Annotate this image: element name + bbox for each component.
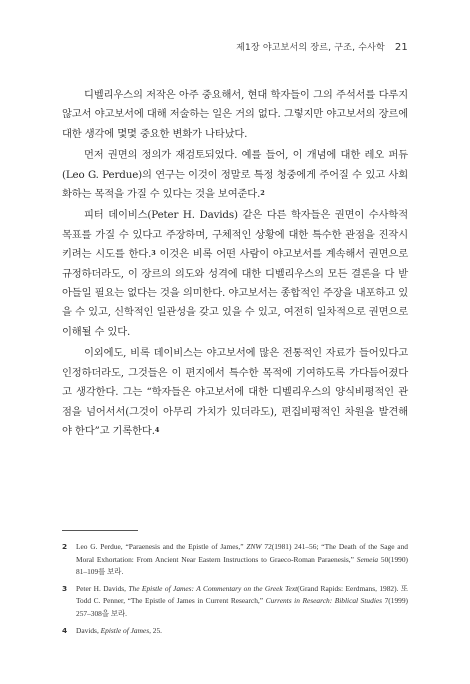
footnote	[62, 625, 408, 638]
footnote	[62, 583, 408, 621]
page-number: 21	[394, 42, 408, 53]
footnote-text: Leo G. Perdue, “Paraenesis and the Epistle of James,” ZNW 72(1981) 241–56; “The Death of the Sage and Moral Exhortation: From Ancient Near Eastern Instructions to Graeco-Roman Paraenesis,” Semeia 50(1990) 81–109를 보라.	[76, 542, 408, 577]
footnote-number: 2	[62, 542, 68, 551]
footnote-number: 4	[62, 625, 68, 635]
footnote-divider	[62, 530, 138, 531]
footnote-text: Davids, Epistle of James, 25.	[76, 625, 163, 635]
footnote-number: 3	[62, 583, 68, 593]
paragraph: 피터 데이비스(Peter H. Davids) 같은 다른 학자들은 권면이 수사학적 목표를 가질 수 있다고 주장하며, 구체적인 상황에 대한 특수한 관점을 진작시키려는 시도를 한다.$^3$ 이것은 비록 어떤 사람이 야고보서를 계속해서 권면으로 규정하더라도, 이 장르의 의도와 성격에 대한 디벨리우스의 모든 결론을 다 받아들일 필요는 없다는 것을 의미한다. 야고보서는 종합적인 주장을 내포하고 있을 수 있고, 신학적인 일관성을 갖고 있을 수 있고, 여전히 일차적으로 권면으로 이해될 수 있다.	[62, 209, 408, 338]
paragraph: 이외에도, 비록 데이비스는 야고보서에 많은 전통적인 자료가 들어있다고 인정하더라도, 그것들은 이 편지에서 특수한 목적에 기여하도록 가다듬어졌다고 생각한다. 그는 “학자들은 야고보서에 대한 디벨리우스의 양식비평적인 관점을 넘어서서(그것이 아무리 가치가 있더라도), 편집비평적인 차원을 발견해야 한다”고 기록한다.$^4$	[62, 347, 408, 437]
paragraph: 먼저 권면의 정의가 재검토되었다. 예를 들어, 이 개념에 대한 레오 퍼듀(Leo G. Perdue)의 연구는 이것이 정말로 특정 청중에게 주어질 수 있고 사회화하는 목적을 가질 수 있다는 것을 보여준다.$^2$	[62, 149, 408, 201]
footnote-ref[interactable]: 2	[260, 189, 265, 198]
running-header	[236, 40, 408, 53]
main-text	[62, 86, 408, 441]
footnote-ref[interactable]: 3	[151, 249, 156, 258]
paragraph: 디벨리우스의 저작은 아주 중요해서, 현대 학자들이 그의 주석서를 다루지 않고서 야고보서에 대해 저술하는 일은 거의 없다. 그렇지만 야고보서의 장르에 대한 생각에 몇몇 중요한 변화가 나타났다.	[62, 89, 408, 140]
chapter-title: 제1장 야고보서의 장르, 구조, 수사학	[236, 43, 385, 53]
footnote	[62, 541, 408, 579]
footnote-text: Peter H. Davids, The Epistle of James: A Commentary on the Greek Text(Grand Rapids: Eerdmans, 1982). 또 Todd C. Penner, “The Epistle of James in Current Research,” Currents in Research: Biblical Studies 7(1999) 257–308을 보라.	[76, 583, 408, 618]
footnote-ref[interactable]: 4	[154, 425, 160, 434]
footnotes	[62, 541, 408, 641]
